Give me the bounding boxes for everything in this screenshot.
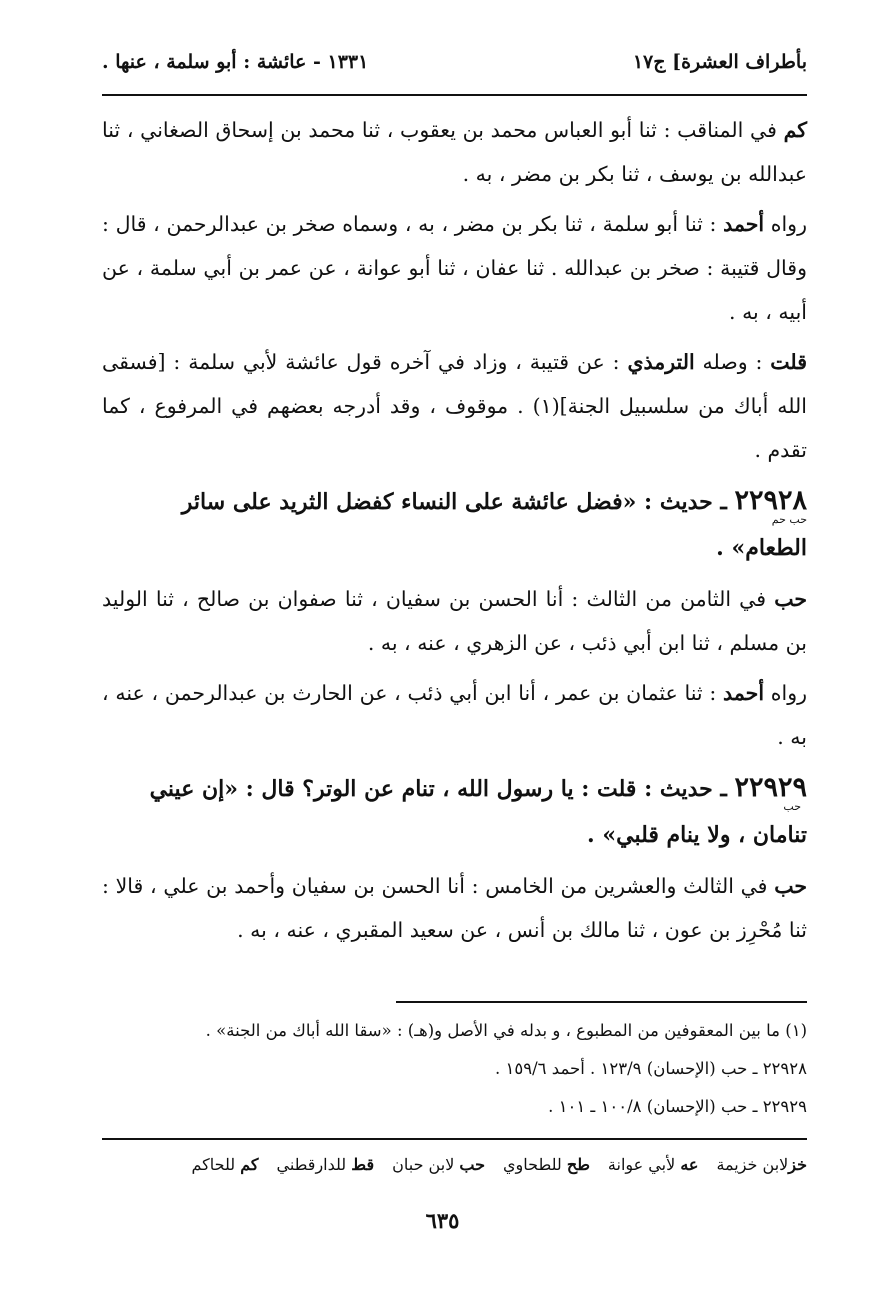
abbreviation-item [716, 1150, 807, 1180]
footnote: ٢٢٩٢٩ ـ حب (الإحسان) ١٠٠/٨ ـ ١٠١ . [548, 1097, 807, 1116]
page-number: ٦٣٥ [425, 1208, 460, 1233]
header-section-title: ١٣٣١ - عائشة : أبو سلمة ، عنها . [102, 51, 369, 73]
source-name: أحمد [723, 212, 765, 236]
main-text [102, 108, 807, 958]
abbreviation-code: طح [566, 1155, 590, 1174]
abbreviation-item [277, 1150, 375, 1180]
source-code: حب [774, 874, 807, 898]
abbreviation-name: لابن خزيمة [716, 1155, 789, 1174]
hadith-number: ٢٢٩٢٩ [734, 772, 807, 803]
source-name: أحمد [723, 681, 765, 705]
paragraph [102, 202, 807, 334]
footnote: ٢٢٩٢٨ ـ حب (الإحسان) ١٢٣/٩ . أحمد ١٥٩/٦ . [495, 1059, 807, 1078]
paragraph-text: في الثامن من الثالث : أنا الحسن بن سفيان ، ثنا صفوان بن صالح ، ثنا الوليد بن مسلم ، ثنا ابن أبي ذئب ، عن الزهري ، عنه ، به . [102, 587, 807, 655]
abbreviation-name: لابن حبان [392, 1155, 455, 1174]
paragraph-prefix: رواه [764, 212, 807, 236]
paragraph-text: : وصله [694, 350, 771, 374]
abbreviation-name: للطحاوي [503, 1155, 562, 1174]
paragraph [102, 108, 807, 196]
source-name: الترمذي [627, 350, 695, 374]
hadith-entry [102, 478, 807, 571]
abbreviation-legend [102, 1150, 807, 1180]
paragraph-text: في الثالث والعشرين من الخامس : أنا الحسن بن سفيان وأحمد بن علي ، قالا : ثنا مُحْرِز بن عون ، ثنا مالك بن أنس ، عن سعيد المقبري ، عنه ، به . [102, 874, 807, 942]
source-code: حب [774, 587, 807, 611]
abbreviation-name: للدارقطني [276, 1155, 347, 1174]
paragraph-prefix: رواه [764, 681, 807, 705]
note-label: قلت [770, 350, 807, 374]
paragraph-text: : عن قتيبة ، وزاد في آخره قول عائشة لأبي سلمة : [فسقى الله أباك من سلسبيل الجنة](١) . موقوف ، وقد أدرجه بعضهم في المرفوع ، كما تقدم . [102, 350, 807, 462]
hadith-sigla: حب [783, 800, 801, 813]
header-book-title: بأطراف العشرة] ج١٧ [632, 51, 807, 73]
footnote: (١) ما بين المعقوفين من المطبوع ، و بدله في الأصل و(هـ) : «سقا الله أباك من الجنة» . [205, 1021, 807, 1040]
paragraph-text: في المناقب : ثنا أبو العباس محمد بن يعقوب ، ثنا محمد بن إسحاق الصغاني ، ثنا عبدالله بن يوسف ، ثنا بكر بن مضر ، به . [102, 118, 807, 186]
abbreviation-item [608, 1150, 699, 1180]
abbreviation-item [503, 1150, 590, 1180]
paragraph-text: : ثنا عثمان بن عمر ، أنا ابن أبي ذئب ، عن الحارث بن عبدالرحمن ، عنه ، به . [102, 681, 807, 749]
header-rule [102, 94, 807, 96]
abbreviation-code: قط [351, 1155, 375, 1174]
hadith-text: ـ حديث : قلت : يا رسول الله ، تنام عن الوتر؟ قال : «إن عيني تنامان ، ولا ينام قلبي» . [149, 776, 807, 848]
paragraph [102, 340, 807, 472]
running-header [102, 42, 807, 82]
footnote-rule [396, 1001, 807, 1003]
abbreviation-code: كم [240, 1155, 259, 1174]
hadith-entry [102, 765, 807, 858]
abbreviation-name: للحاكم [191, 1155, 236, 1174]
paragraph [102, 864, 807, 952]
abbreviation-rule [102, 1138, 807, 1140]
paragraph [102, 577, 807, 665]
paragraph [102, 671, 807, 759]
hadith-number: ٢٢٩٢٨ [734, 485, 807, 516]
paragraph-text: : ثنا أبو سلمة ، ثنا بكر بن مضر ، به ، وسماه صخر بن عبدالرحمن ، قال : وقال قتيبة : صخر بن عبدالله . ثنا عفان ، ثنا أبو عوانة ، عن عمر بن أبي سلمة ، عن أبيه ، به . [102, 212, 807, 324]
abbreviation-code: خز [788, 1155, 807, 1174]
hadith-sigla: حب حم [771, 513, 807, 526]
abbreviation-code: حب [459, 1155, 486, 1174]
hadith-text: ـ حديث : «فضل عائشة على النساء كفضل الثريد على سائر الطعام» . [181, 489, 807, 561]
abbreviation-name: لأبي عوانة [607, 1155, 676, 1174]
source-code: كم [783, 118, 807, 142]
abbreviation-item [392, 1150, 485, 1180]
footnotes [102, 1012, 807, 1126]
abbreviation-item [192, 1150, 259, 1180]
abbreviation-code: عه [680, 1155, 699, 1174]
